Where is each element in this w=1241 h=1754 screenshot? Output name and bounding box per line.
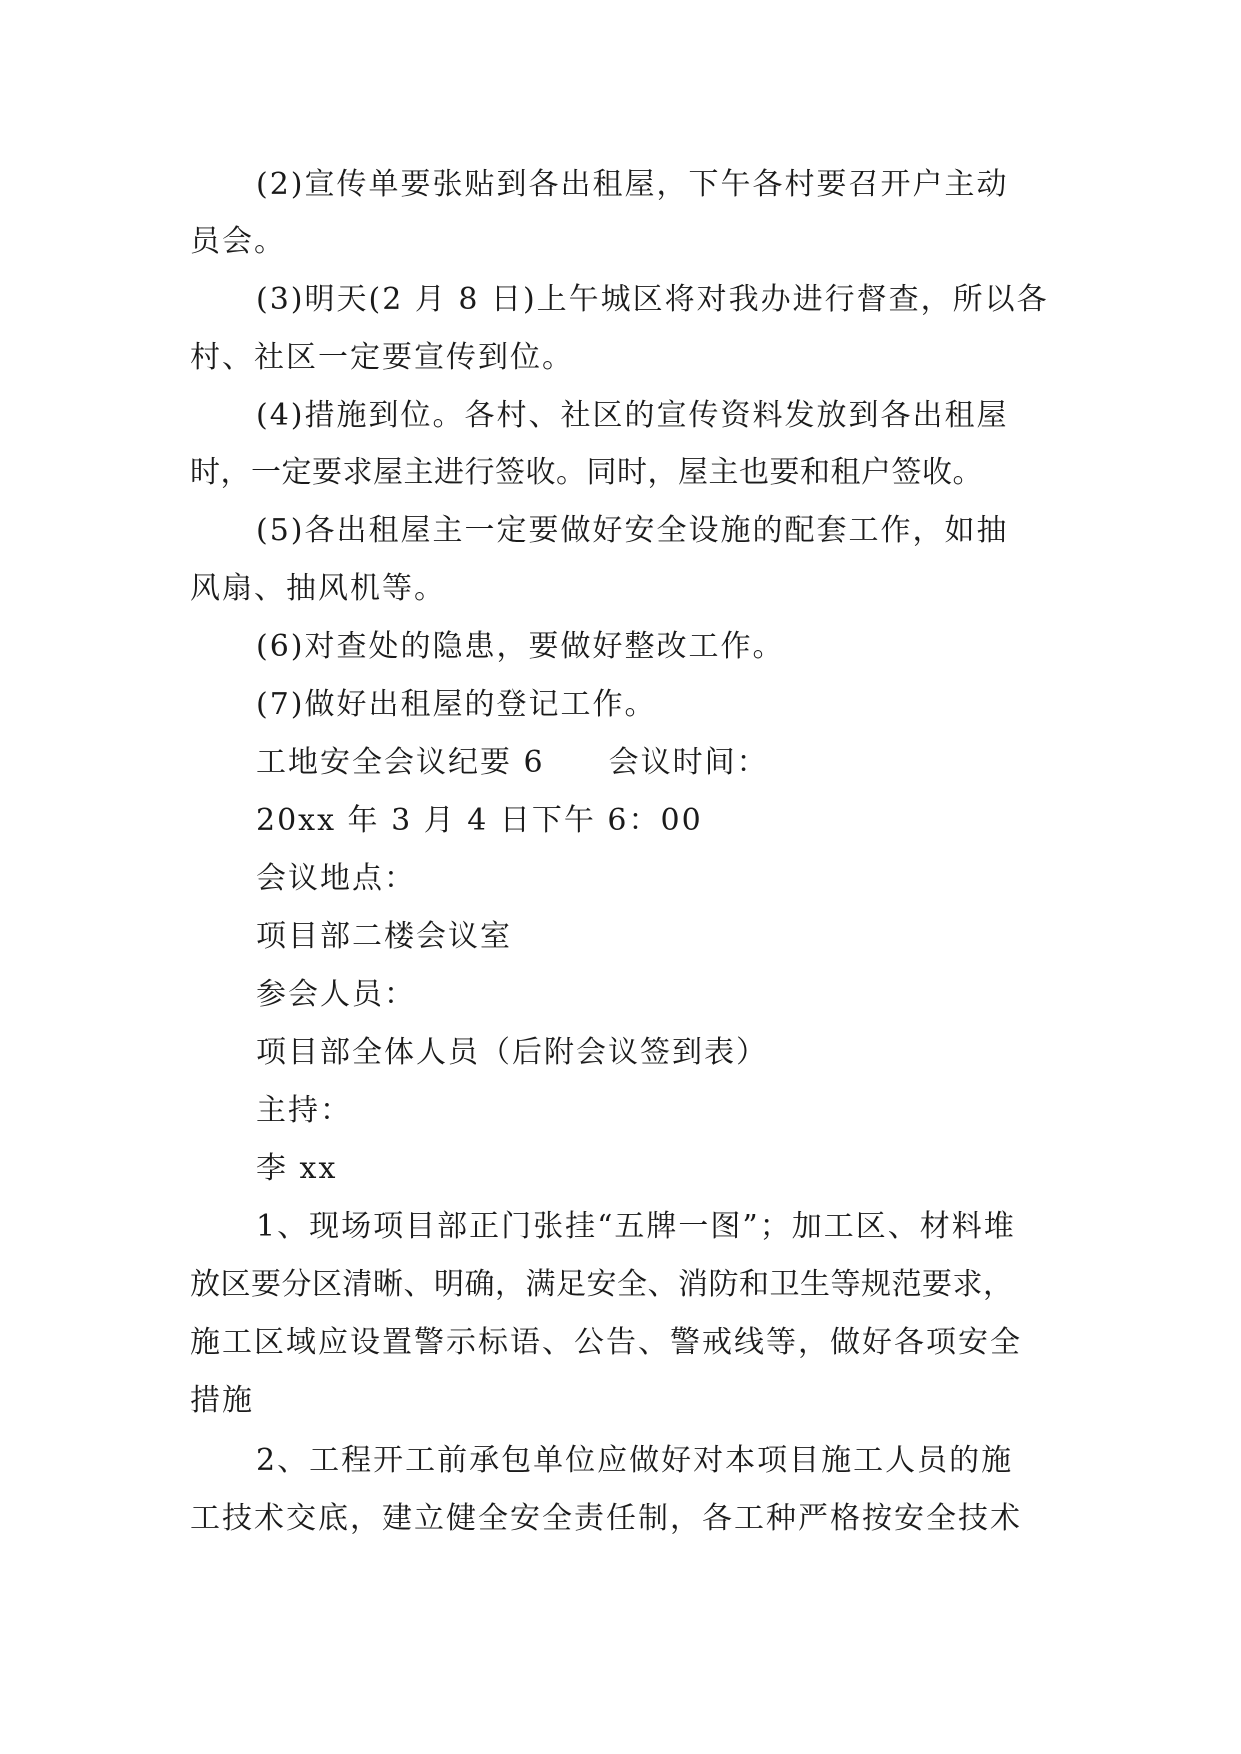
attendees: 项目部全体人员（后附会议签到表）	[256, 1035, 768, 1070]
host-name: 李 xx	[256, 1151, 338, 1186]
paragraph-3-line-2: 村、社区一定要宣传到位。	[190, 340, 574, 375]
paragraph-2-line-2: 员会。	[190, 224, 286, 259]
item-2-line-2: 工技术交底，建立健全安全责任制，各工种严格按安全技术	[190, 1501, 1022, 1536]
paragraph-6: (6)对查处的隐患，要做好整改工作。	[256, 629, 785, 664]
paragraph-3-line-1: (3)明天(2 月 8 日)上午城区将对我办进行督查，所以各	[256, 282, 1049, 317]
meeting-title: 工地安全会议纪要 6 会议时间：	[256, 745, 769, 780]
paragraph-4-line-1: (4)措施到位。各村、社区的宣传资料发放到各出租屋	[256, 398, 1009, 433]
paragraph-5-line-1: (5)各出租屋主一定要做好安全设施的配套工作，如抽	[256, 513, 1009, 548]
attendees-label: 参会人员：	[256, 977, 416, 1012]
item-1-line-3: 施工区域应设置警示标语、公告、警戒线等，做好各项安全	[190, 1325, 1022, 1360]
item-2-line-1: 2、工程开工前承包单位应做好对本项目施工人员的施	[256, 1443, 1014, 1478]
meeting-location-label: 会议地点：	[256, 861, 416, 896]
meeting-location: 项目部二楼会议室	[256, 919, 512, 954]
paragraph-4-line-2: 时，一定要求屋主进行签收。同时，屋主也要和租户签收。	[190, 455, 983, 490]
meeting-time: 20xx 年 3 月 4 日下午 6：00	[256, 803, 703, 838]
item-1-line-2: 放区要分区清晰、明确，满足安全、消防和卫生等规范要求，	[190, 1267, 1014, 1302]
paragraph-5-line-2: 风扇、抽风机等。	[190, 571, 446, 606]
paragraph-7: (7)做好出租屋的登记工作。	[256, 687, 657, 722]
item-1-line-1: 1、现场项目部正门张挂“五牌一图”；加工区、材料堆	[256, 1209, 1016, 1244]
host-label: 主持：	[256, 1093, 352, 1128]
item-1-line-4: 措施	[190, 1383, 254, 1418]
paragraph-2-line-1: (2)宣传单要张贴到各出租屋，下午各村要召开户主动	[256, 167, 1009, 202]
